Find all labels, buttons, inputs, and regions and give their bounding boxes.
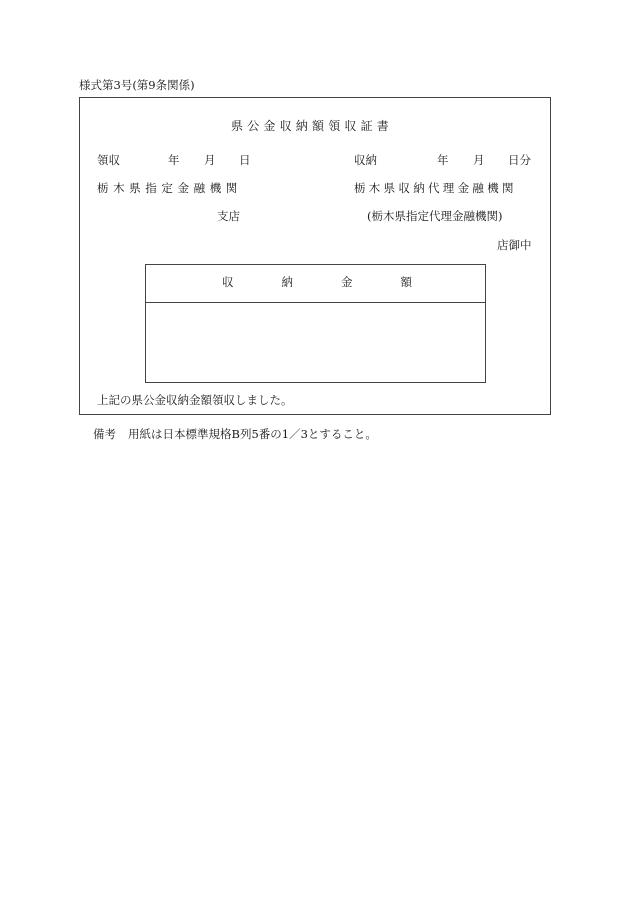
collection-year-unit: 年 — [437, 153, 449, 167]
collection-day-unit: 日分 — [508, 153, 531, 167]
agent-bank-name: 栃木県収納代理金融機関 — [354, 181, 517, 195]
form-number-label: 様式第3号(第9条関係) — [79, 78, 195, 92]
designated-bank-name: 栃木県指定金融機関 — [97, 181, 242, 195]
receipt-year-unit: 年 — [168, 153, 180, 167]
amount-table-header: 収納金額 — [222, 275, 460, 289]
receipt-date-label: 領収 — [97, 153, 120, 167]
agent-bank-note: (栃木県指定代理金融機関) — [367, 209, 503, 223]
remarks — [93, 429, 377, 441]
branch-label: 支店 — [217, 209, 240, 223]
collection-month-unit: 月 — [473, 153, 485, 167]
collection-date-label: 収納 — [354, 153, 377, 167]
receipt-day-unit: 日 — [239, 153, 251, 167]
receipt-month-unit: 月 — [204, 153, 216, 167]
remarks-label: 備考 — [93, 427, 116, 441]
amount-table-divider — [146, 302, 485, 303]
receipt-statement: 上記の県公金収納金額領収しました。 — [97, 393, 293, 407]
addressee-label: 店御中 — [497, 238, 532, 252]
document-title: 県公金収納額領収証書 — [231, 119, 394, 133]
remarks-text: 用紙は日本標準規格B列5番の1／3とすること。 — [128, 427, 377, 441]
